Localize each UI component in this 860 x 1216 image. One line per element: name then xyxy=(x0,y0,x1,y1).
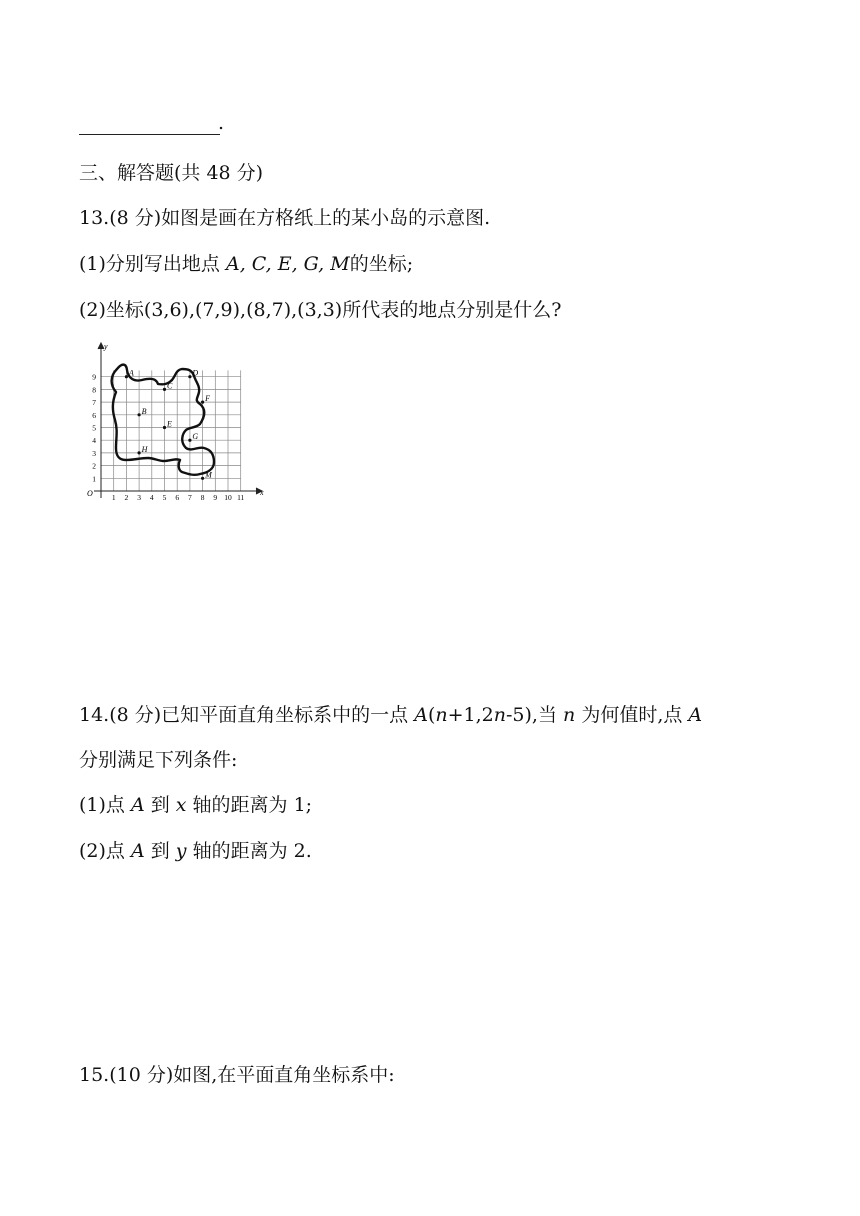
x-tick-label: 2 xyxy=(124,493,129,502)
x-tick-label: 1 xyxy=(111,493,116,502)
point-C xyxy=(163,388,166,391)
x-tick-label: 10 xyxy=(224,493,232,502)
q14-part2 xyxy=(79,838,312,864)
x-tick-label: 4 xyxy=(149,493,154,502)
x-tick-label: 8 xyxy=(200,493,205,502)
q14-text: +1,2 xyxy=(447,704,494,726)
point-label-H: H xyxy=(141,444,148,454)
q14-text: 到 xyxy=(144,794,176,816)
x-tick-label: 7 xyxy=(188,493,192,502)
y-tick-label: 6 xyxy=(92,410,96,420)
q14-text: (1)点 xyxy=(79,794,131,816)
x-tick-label: 6 xyxy=(175,493,180,502)
point-label-E: E xyxy=(167,419,172,429)
x-tick-label: 11 xyxy=(237,493,245,502)
point-label-C: C xyxy=(167,381,173,391)
point-A: A xyxy=(130,840,145,862)
q14-text: -5),当 xyxy=(506,704,564,726)
y-tick-label: 2 xyxy=(92,461,96,471)
q14-line2: 分别满足下列条件: xyxy=(79,749,238,771)
q13-part2: (2)坐标(3,6),(7,9),(8,7),(3,3)所代表的地点分别是什么? xyxy=(79,299,562,321)
q14-text: (2)点 xyxy=(79,840,131,862)
point-B xyxy=(138,413,141,416)
y-tick-label: 7 xyxy=(92,398,96,408)
q14-text: 轴的距离为 1; xyxy=(186,794,313,816)
x-tick-labels xyxy=(112,493,245,502)
point-A xyxy=(125,375,128,378)
y-tick-label: 8 xyxy=(92,385,96,395)
q13-part1 xyxy=(79,251,413,277)
q14-part1 xyxy=(79,792,312,818)
q14-text: 到 xyxy=(144,840,176,862)
q14-text: 为何值时,点 xyxy=(575,704,689,726)
y-axis-label: y xyxy=(104,342,108,351)
x-tick-label: 3 xyxy=(137,493,141,502)
point-F xyxy=(201,401,204,404)
point-A: A xyxy=(130,794,145,816)
point-label-B: B xyxy=(141,406,147,416)
x-tick-label: 9 xyxy=(213,493,218,502)
var-x: x xyxy=(175,794,187,816)
var-y: y xyxy=(175,840,187,862)
q13-part1-pre: (1)分别写出地点 xyxy=(79,253,226,275)
x-tick-label: 5 xyxy=(162,493,167,502)
island-outline xyxy=(112,365,214,475)
point-H xyxy=(138,451,141,454)
point-label-G: G xyxy=(192,432,199,442)
point-E xyxy=(163,426,166,429)
x-axis-label: x xyxy=(260,488,264,497)
point-A: A xyxy=(414,704,428,726)
q14-line1 xyxy=(79,702,702,728)
y-tick-labels xyxy=(92,373,96,484)
answer-blank-line[interactable] xyxy=(79,134,220,135)
point-D xyxy=(188,375,191,378)
y-tick-label: 4 xyxy=(92,436,96,446)
q13-part1-vars: A, C, E, G, M xyxy=(225,253,350,275)
var-n: n xyxy=(435,704,448,726)
point-label-D: D xyxy=(192,368,199,378)
y-tick-label: 1 xyxy=(92,474,96,484)
point-A: A xyxy=(688,704,703,726)
q13-stem: 13.(8 分)如图是画在方格纸上的某小岛的示意图. xyxy=(79,207,491,229)
q14-text: 14.(8 分)已知平面直角坐标系中的一点 xyxy=(79,704,415,726)
point-label-A: A xyxy=(128,368,134,378)
y-tick-label: 5 xyxy=(92,423,96,433)
q13-part1-post: 的坐标; xyxy=(349,253,414,275)
point-label-M: M xyxy=(205,470,212,480)
section-heading: 三、解答题(共 48 分) xyxy=(79,162,264,184)
y-tick-label: 9 xyxy=(92,372,96,382)
origin-label: O xyxy=(87,489,93,498)
q14-text: ( xyxy=(427,704,436,726)
var-n: n xyxy=(563,704,576,726)
q15-stem: 15.(10 分)如图,在平面直角坐标系中: xyxy=(79,1064,395,1086)
island-grid-figure xyxy=(76,340,276,502)
var-n: n xyxy=(493,704,507,726)
blank-period: . xyxy=(218,112,225,134)
point-M xyxy=(201,477,204,480)
point-G xyxy=(188,439,191,442)
point-label-F: F xyxy=(205,394,210,404)
q14-text: 轴的距离为 2. xyxy=(186,840,312,862)
y-tick-label: 3 xyxy=(92,448,96,458)
